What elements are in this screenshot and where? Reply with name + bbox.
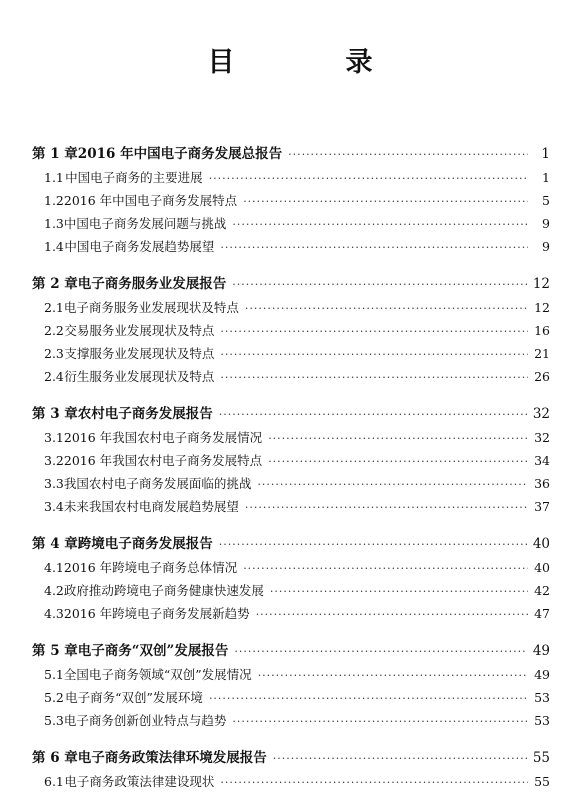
section-title: 政府推动跨境电子商务健康快速发展	[63, 583, 264, 598]
dot-leader	[209, 167, 528, 190]
page-number: 40	[534, 560, 550, 575]
chapter-number: 第 1 章	[32, 146, 78, 162]
chapter-number: 第 4 章	[32, 536, 78, 552]
toc-chapter-entry[interactable]	[32, 640, 550, 663]
toc-section-entry[interactable]	[32, 472, 550, 495]
dot-leader	[232, 710, 528, 733]
section-number: 3.1	[44, 430, 64, 445]
toc-section-entry[interactable]	[32, 319, 550, 342]
chapter-number: 第 6 章	[32, 750, 78, 766]
toc-section-entry[interactable]	[32, 166, 550, 189]
toc-section-entry[interactable]	[32, 342, 550, 365]
section-number: 2.4	[44, 369, 64, 384]
toc-section-entry[interactable]	[32, 495, 550, 518]
toc-chapter-block	[32, 273, 550, 388]
section-title: 支撑服务业发展现状及特点	[64, 346, 215, 361]
page-number: 32	[534, 430, 550, 445]
page-number: 42	[534, 583, 550, 598]
page-number: 32	[532, 406, 550, 422]
page-number: 53	[534, 690, 550, 705]
page-number: 26	[534, 369, 550, 384]
section-title: 2016 年中国电子商务发展特点	[63, 193, 238, 208]
section-title: 2016 年跨境电子商务总体情况	[63, 560, 238, 575]
toc-section-entry[interactable]	[32, 663, 550, 686]
toc-chapter-block	[32, 640, 550, 732]
section-number: 5.3	[44, 713, 64, 728]
section-number: 3.2	[44, 453, 64, 468]
toc-section-entry[interactable]	[32, 770, 550, 793]
toc-section-entry[interactable]	[32, 556, 550, 579]
page-number: 55	[534, 774, 550, 789]
page-number: 53	[534, 713, 550, 728]
toc-chapter-block	[32, 533, 550, 625]
dot-leader	[220, 366, 528, 389]
page-number: 16	[534, 323, 550, 338]
page-number: 9	[542, 216, 550, 231]
toc-section-entry[interactable]	[32, 426, 550, 449]
section-number: 1.4	[44, 239, 64, 254]
page-number: 55	[532, 750, 550, 766]
toc-section-entry[interactable]	[32, 602, 550, 625]
section-title: 电子商务服务业发展现状及特点	[63, 300, 239, 315]
dot-leader	[245, 297, 528, 320]
chapter-title: 电子商务“双创”发展报告	[77, 643, 229, 659]
page-number: 9	[542, 239, 550, 254]
section-title: 交易服务业发展现状及特点	[64, 323, 215, 338]
toc-section-entry[interactable]	[32, 235, 550, 258]
section-title: 中国电子商务发展趋势展望	[64, 239, 215, 254]
dot-leader	[268, 427, 528, 450]
dot-leader	[243, 557, 528, 580]
toc-chapter-entry[interactable]	[32, 533, 550, 556]
section-number: 1.1	[44, 170, 64, 185]
section-title: 未来我国农村电商发展趋势展望	[63, 499, 239, 514]
section-title: 中国电子商务的主要进展	[65, 170, 203, 185]
section-title: 我国农村电子商务发展面临的挑战	[63, 476, 252, 491]
toc-chapter-block	[32, 403, 550, 518]
section-title: 电子商务创新创业特点与趋势	[63, 713, 227, 728]
page-number: 49	[534, 667, 550, 682]
chapter-title: 2016 年中国电子商务发展总报告	[77, 146, 283, 162]
chapter-title: 电子商务服务业发展报告	[77, 276, 227, 292]
section-number: 1.3	[44, 216, 64, 231]
toc-section-entry[interactable]	[32, 449, 550, 472]
toc-chapter-entry[interactable]	[32, 143, 550, 166]
page-number: 40	[532, 536, 550, 552]
page-number: 1	[542, 170, 550, 185]
toc-chapter-block	[32, 143, 550, 258]
section-title: 2016 年跨境电子商务发展新趋势	[63, 606, 250, 621]
dot-leader	[273, 747, 527, 770]
toc-chapter-block	[32, 747, 550, 793]
chapter-number: 第 2 章	[32, 276, 78, 292]
dot-leader	[232, 273, 527, 296]
section-number: 5.1	[44, 667, 64, 682]
toc-chapter-entry[interactable]	[32, 403, 550, 426]
toc-section-entry[interactable]	[32, 579, 550, 602]
dot-leader	[219, 533, 527, 556]
dot-leader	[220, 236, 528, 259]
section-title: 电子商务政策法律建设现状	[64, 774, 215, 789]
page-number: 49	[532, 643, 550, 659]
dot-leader	[220, 320, 528, 343]
toc-section-entry[interactable]	[32, 212, 550, 235]
section-number: 5.2	[44, 690, 64, 705]
section-number: 2.2	[44, 323, 64, 338]
toc-section-entry[interactable]	[32, 686, 550, 709]
section-number: 1.2	[44, 193, 64, 208]
section-number: 4.2	[44, 583, 64, 598]
page-number: 1	[541, 146, 550, 162]
section-title: 电子商务“双创”发展环境	[65, 690, 203, 705]
section-title: 2016 年我国农村电子商务发展情况	[63, 430, 263, 445]
page-number: 12	[532, 276, 550, 292]
chapter-number: 第 3 章	[32, 406, 78, 422]
chapter-number: 第 5 章	[32, 643, 78, 659]
dot-leader	[256, 603, 528, 626]
dot-leader	[243, 190, 528, 213]
chapter-title: 跨境电子商务发展报告	[77, 536, 213, 552]
table-of-contents	[32, 143, 550, 808]
page-number: 36	[534, 476, 550, 491]
section-number: 3.4	[44, 499, 64, 514]
section-number: 4.1	[44, 560, 64, 575]
section-title: 中国电子商务发展问题与挑战	[63, 216, 227, 231]
dot-leader	[270, 580, 528, 603]
dot-leader	[220, 343, 528, 366]
section-title: 衍生服务业发展现状及特点	[64, 369, 215, 384]
section-number: 2.1	[44, 300, 64, 315]
page-number: 21	[534, 346, 550, 361]
page-number: 37	[534, 499, 550, 514]
page-number: 12	[534, 300, 550, 315]
chapter-title: 农村电子商务发展报告	[77, 406, 213, 422]
chapter-title: 电子商务政策法律环境发展报告	[77, 750, 267, 766]
page-number: 34	[534, 453, 550, 468]
dot-leader	[268, 450, 528, 473]
dot-leader	[258, 664, 528, 687]
dot-leader	[219, 403, 527, 426]
toc-section-entry[interactable]	[32, 709, 550, 732]
dot-leader	[232, 213, 528, 236]
toc-section-entry[interactable]	[32, 365, 550, 388]
toc-section-entry[interactable]	[32, 189, 550, 212]
section-title: 2016 年我国农村电子商务发展特点	[63, 453, 263, 468]
toc-chapter-entry[interactable]	[32, 273, 550, 296]
toc-chapter-entry[interactable]	[32, 747, 550, 770]
dot-leader	[209, 687, 528, 710]
dot-leader	[220, 771, 528, 794]
section-number: 2.3	[44, 346, 64, 361]
dot-leader	[257, 473, 528, 496]
section-number: 4.3	[44, 606, 64, 621]
dot-leader	[245, 496, 528, 519]
page-title: 目 录	[207, 47, 415, 78]
section-number: 6.1	[44, 774, 64, 789]
dot-leader	[288, 143, 528, 166]
section-title: 全国电子商务领域“双创”发展情况	[63, 667, 252, 682]
page-number: 47	[534, 606, 550, 621]
toc-section-entry[interactable]	[32, 296, 550, 319]
section-number: 3.3	[44, 476, 64, 491]
page-number: 5	[542, 193, 550, 208]
dot-leader	[234, 640, 526, 663]
